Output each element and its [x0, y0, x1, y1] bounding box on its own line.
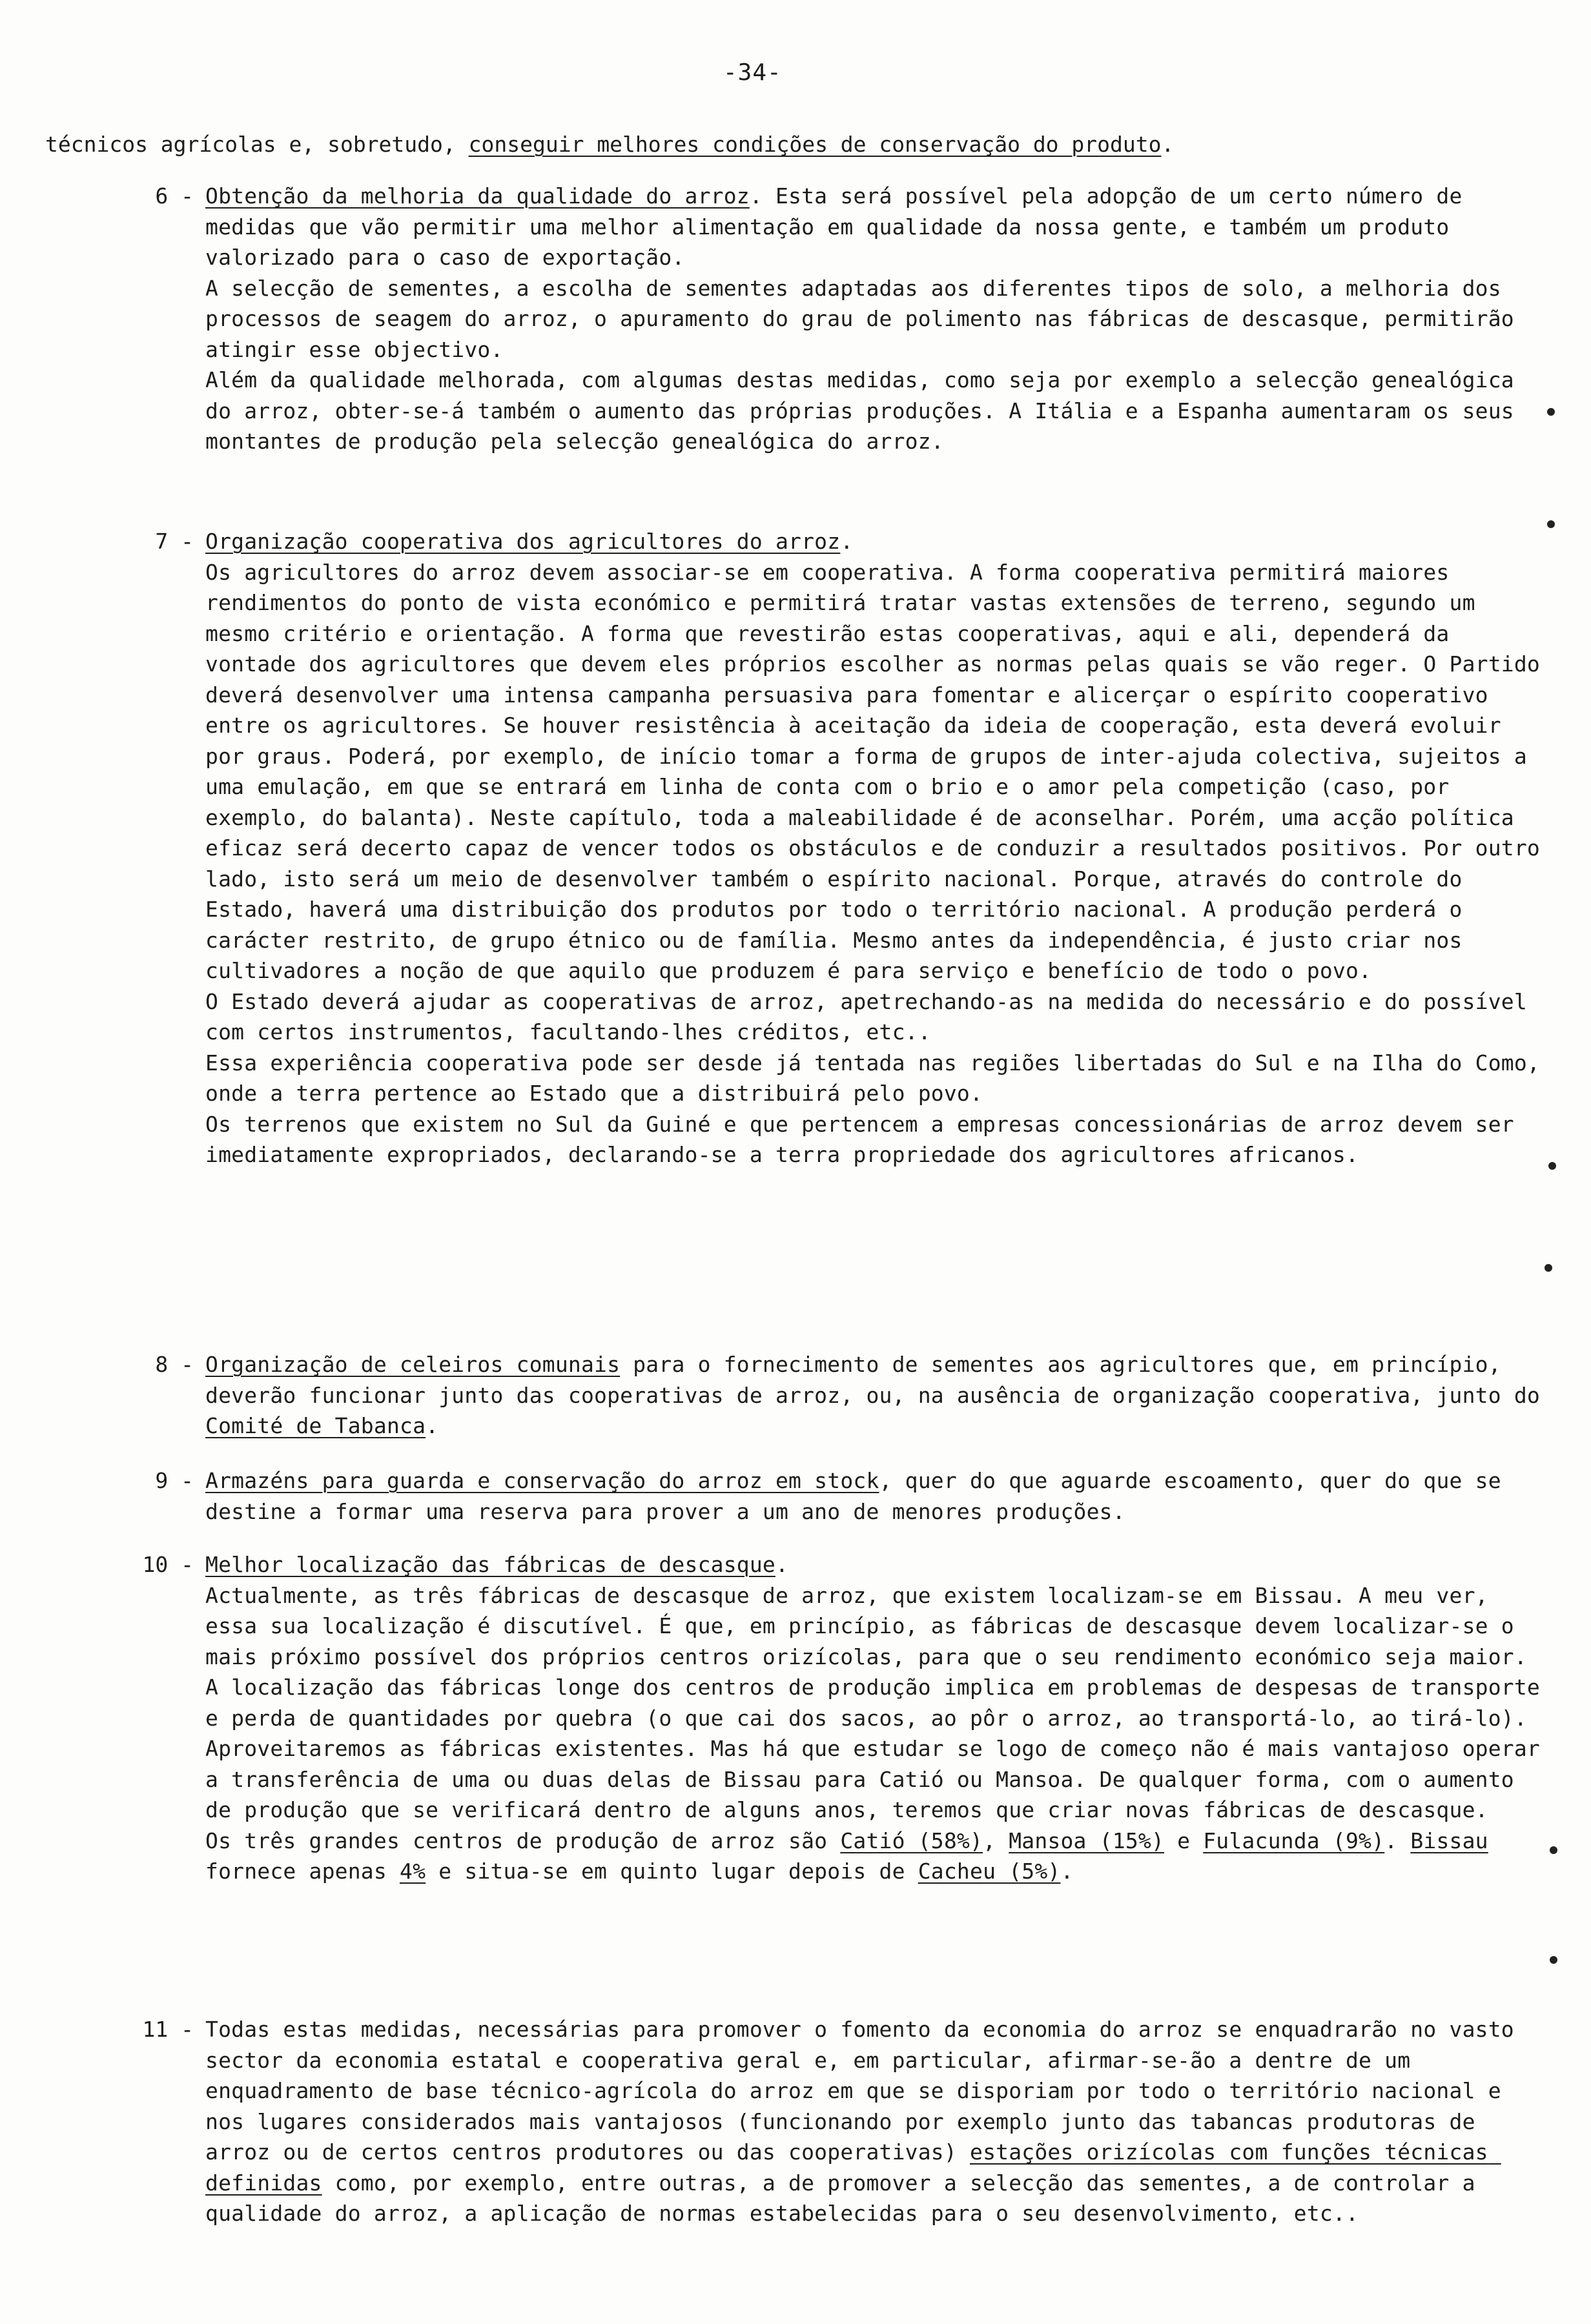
centre-catio: Catió (58%) — [840, 1828, 983, 1853]
scan-mark — [1550, 1846, 1557, 1854]
list-item-10 — [129, 1549, 1550, 2001]
item-body — [205, 1465, 1548, 1527]
scan-mark — [1547, 408, 1555, 416]
scan-mark — [1548, 1162, 1556, 1170]
scan-mark — [1545, 1264, 1552, 1272]
intro-underlined-text: conseguir melhores condições de conservação do produto — [468, 132, 1162, 157]
list-item-7 — [129, 526, 1550, 1333]
item-title: Organização cooperativa dos agricultores do arroz — [205, 529, 841, 554]
item-title: Melhor localização das fábricas de descasque — [205, 1552, 775, 1577]
item-number: 9 - — [155, 1468, 194, 1493]
item-body — [205, 1549, 1548, 1887]
item-number: 10 - — [142, 1552, 194, 1577]
intro-end: . — [1161, 132, 1175, 157]
item-text: . Actualmente, as três fábricas de descasque de arroz, que existem localizam-se em Bissau. A meu ver, essa sua localização é discutível. É que, em princípio, as fábricas de descasque devem localizar-se o mais próximo possível dos próprios centros orizícolas, para que o seu rendimento económico seja maior. A localização das fábricas longe dos centros de produção implica em problemas de despesas de transporte e perda de quantidades por quebra (o que cai dos sacos, ao pôr o arroz, ao transportá-lo, ao tirá-lo). Aproveitaremos as fábricas existentes. Mas há que estudar se logo de começo não é mais vantajoso operar a transferência de uma ou duas delas de Bissau para Catió ou Mansoa. De qualquer forma, com o aumento de produção que se verificará dentro de alguns anos, teremos que criar novas fábricas de descasque. Os três grandes centros de produção de arroz são — [205, 1552, 1540, 1853]
centre-bissau: Bissau — [1410, 1828, 1488, 1853]
scan-mark — [1547, 520, 1555, 528]
item-body — [205, 2014, 1548, 2229]
item-end: . — [1060, 1859, 1074, 1884]
item-text: Todas estas medidas, necessárias para promover o fomento da economia do arroz se enquadrarão no vasto sector da economia estatal e cooperativa geral e, em particular, afirmar-se-ão a dentre de um enquadramento de base técnico-agrícola do arroz em que se disporiam por todo o território nacional e nos lugares considerados mais vantajosos (funcionando por exemplo junto das tabancas produtoras de arroz ou de certos centros produtores ou das cooperativas) — [205, 2017, 1527, 2165]
centre-fulacunda: Fulacunda (9%) — [1203, 1828, 1385, 1853]
separator: . — [1384, 1828, 1411, 1853]
item-text: . Esta será possível pela adopção de um certo número de medidas que vão permitir uma melhor alimentação em qualidade da nossa gente, e também um produto valorizado para o caso de exportação. A selecção de sementes, a escolha de sementes adaptadas aos diferentes tipos de solo, a melhoria dos processos de seagem do arroz, o apuramento do grau de polimento nas fábricas de descasque, permitirão atingir esse objectivo. Além da qualidade melhorada, com algumas destas medidas, como seja por exemplo a selecção genealógica do arroz, obter-se-á também o aumento das próprias produções. A Itália e a Espanha aumentaram os seus montantes de produção pela selecção genealógica do arroz. — [205, 183, 1514, 454]
item-title: Organização de celeiros comunais — [205, 1352, 621, 1377]
item-body — [205, 526, 1548, 1170]
item-number: 6 - — [155, 183, 194, 209]
item-text: , quer do que aguarde escoamento, quer do que se destine a formar uma reserva para prover a um ano de menores produções. — [205, 1468, 1514, 1524]
committee-name: Comité de Tabanca — [205, 1413, 426, 1438]
item-title: Obtenção da melhoria da qualidade do arroz — [205, 183, 750, 209]
item-body — [205, 1349, 1554, 1442]
bissau-percentage: 4% — [400, 1859, 426, 1884]
item-number: 7 - — [155, 529, 194, 554]
item-number: 8 - — [155, 1352, 194, 1377]
list-item-9 — [129, 1465, 1550, 1530]
list-item-8 — [129, 1349, 1554, 1446]
item-text: fornece apenas — [205, 1828, 1501, 1884]
item-text: para o fornecimento de sementes aos agricultores que, em princípio, deverão funcionar junto das cooperativas de arroz, ou, na ausência de organização cooperativa, junto do — [205, 1352, 1554, 1408]
intro-line — [45, 129, 1530, 159]
scan-mark — [1550, 1956, 1557, 1964]
item-text: como, por exemplo, entre outras, a de promover a selecção das sementes, a de controlar a qualidade do arroz, a aplicação de normas estabelecidas para o seu desenvolvimento, etc.. — [205, 2170, 1488, 2226]
item-text: e situa-se em quinto lugar depois de — [426, 1859, 918, 1884]
item-number: 11 - — [142, 2017, 194, 2042]
list-item-6 — [129, 181, 1550, 510]
item-end: . — [426, 1413, 439, 1438]
item-text: . Os agricultores do arroz devem associar-se em cooperativa. A forma cooperativa permitirá maiores rendimentos do ponto de vista económico e permitirá tratar vastas extensões de terreno, segundo um mesmo critério e orientação. A forma que revestirão estas cooperativas, aqui e ali, dependerá da vontade dos agricultores que devem eles próprios escolher as normas pelas quais se vão reger. O Partido deverá desenvolver uma intensa campanha persuasiva para fomentar e alicerçar o espírito cooperativo entre os agricultores. Se houver resistência à aceitação da ideia de cooperação, esta deverá evoluir por graus. Poderá, por exemplo, de início tomar a forma de grupos de inter-ajuda colectiva, sujeitos a uma emulação, em que se entrará em linha de conta com o brio e o amor pela competição (caso, por exemplo, do balanta). Neste capítulo, toda a maleabilidade é de aconselhar. Porém, uma acção política eficaz será decerto capaz de vencer todos os obstáculos e de conduzir a resultados positivos. Por outro lado, isto será um meio de desenvolver também o espírito nacional. Porque, através do controle do Estado, haverá uma distribuição dos produtos por todo o território nacional. A produção perderá o carácter restrito, de grupo étnico ou de família. Mesmo antes da independência, é justo criar nos cultivadores a noção de que aquilo que produzem é para serviço e benefício de todo o povo. O Estado deverá ajudar as cooperativas de arroz, apetrechando-as na medida do necessário e do possível com certos instrumentos, facultando-lhes créditos, etc.. Essa experiência cooperativa pode ser desde já tentada nas regiões libertadas do Sul e na Ilha do Como, onde a terra pertence ao Estado que a distribuirá pelo povo. Os terrenos que existem no Sul da Guiné e que pertencem a empresas concessionárias de arroz devem ser imediatamente expropriados, declarando-se a terra propriedade dos agricultores africanos. — [205, 529, 1540, 1167]
item-body — [205, 181, 1548, 457]
item-title: Armazéns para guarda e conservação do arroz em stock — [205, 1468, 879, 1493]
separator: e — [1164, 1828, 1204, 1853]
centre-mansoa: Mansoa (15%) — [1009, 1828, 1165, 1853]
centre-cacheu: Cacheu (5%) — [918, 1859, 1061, 1884]
intro-text: técnicos agrícolas e, sobretudo, — [45, 132, 469, 157]
page-number: -34- — [723, 59, 782, 86]
list-item-11 — [129, 2014, 1550, 2285]
separator: , — [983, 1828, 1009, 1853]
item-underlined-text: estações orizícolas com funções técnicas definidas — [205, 2139, 1501, 2196]
